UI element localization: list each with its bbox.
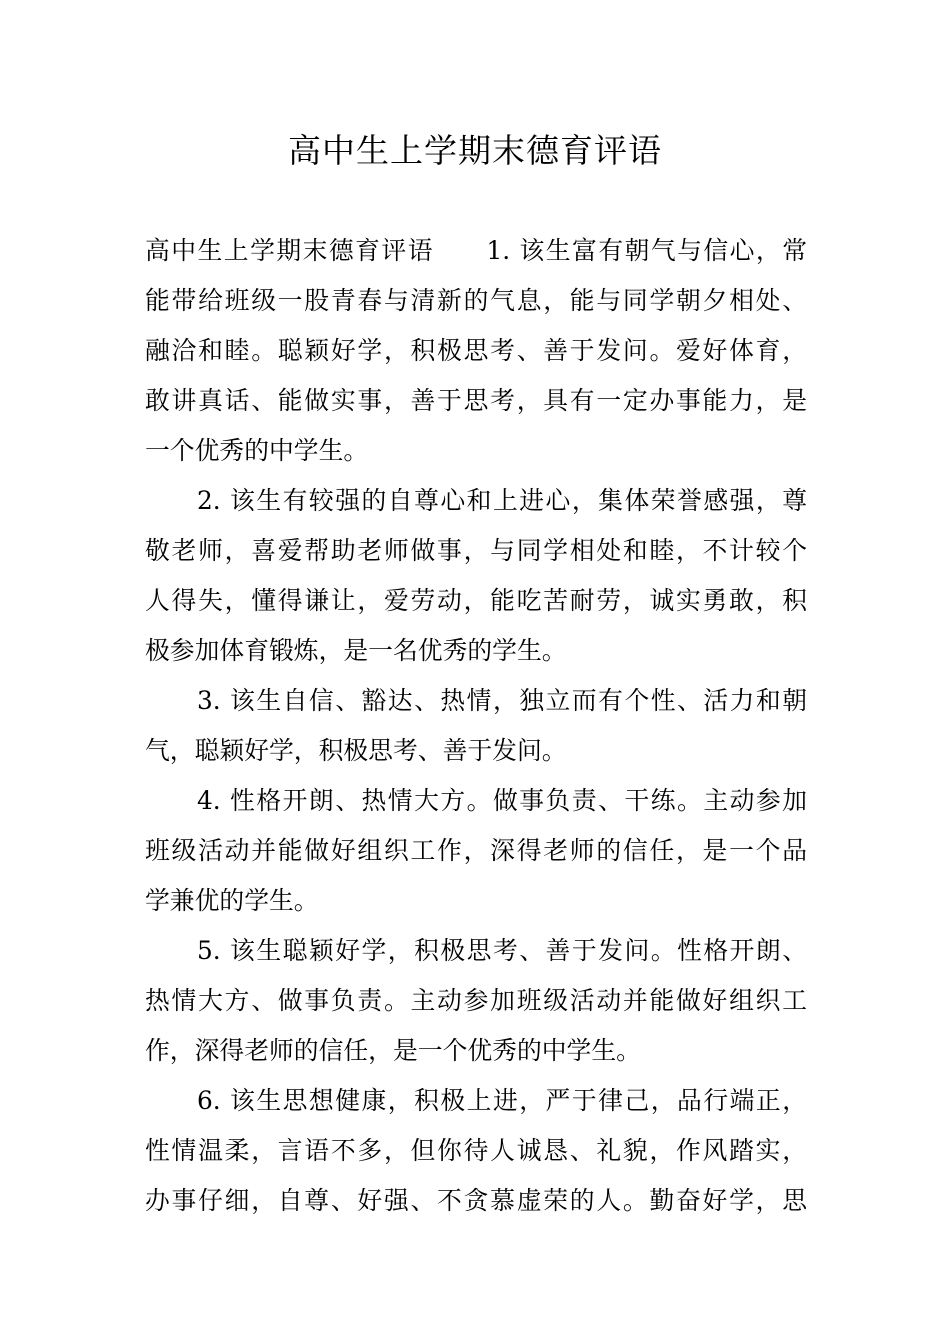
body-line: 3. 该生自信、豁达、热情，独立而有个性、活力和朝: [197, 686, 807, 715]
body-line: 人得失，懂得谦让，爱劳动，能吃苦耐劳，诚实勇敢，积: [145, 586, 807, 615]
document-body: [145, 226, 807, 1226]
body-line: 气，聪颖好学，积极思考、善于发问。: [145, 736, 567, 765]
body-line: 性情温柔，言语不多，但你待人诚恳、礼貌，作风踏实，: [145, 1136, 807, 1165]
body-line: 融洽和睦。聪颖好学，积极思考、善于发问。爱好体育，: [145, 336, 807, 365]
body-line: 高中生上学期末德育评语 1. 该生富有朝气与信心，常: [145, 236, 807, 265]
body-line: 5. 该生聪颖好学，积极思考、善于发问。性格开朗、: [197, 936, 807, 965]
body-line: 敬老师，喜爱帮助老师做事，与同学相处和睦，不计较个: [145, 536, 807, 565]
body-line: 极参加体育锻炼，是一名优秀的学生。: [145, 636, 567, 665]
body-line: 作，深得老师的信任，是一个优秀的中学生。: [145, 1036, 641, 1065]
body-line: 6. 该生思想健康，积极上进，严于律己，品行端正，: [197, 1086, 807, 1115]
body-line: 学兼优的学生。: [145, 886, 319, 915]
body-line: 能带给班级一股青春与清新的气息，能与同学朝夕相处、: [145, 286, 807, 315]
body-line: 2. 该生有较强的自尊心和上进心，集体荣誉感强，尊: [197, 486, 807, 515]
body-line: 4. 性格开朗、热情大方。做事负责、干练。主动参加: [197, 786, 807, 815]
body-line: 热情大方、做事负责。主动参加班级活动并能做好组织工: [145, 986, 807, 1015]
document-title: 高中生上学期末德育评语: [288, 131, 662, 170]
body-line: 敢讲真话、能做实事，善于思考，具有一定办事能力，是: [145, 386, 807, 415]
body-line: 班级活动并能做好组织工作，深得老师的信任，是一个品: [145, 836, 807, 865]
body-line: 一个优秀的中学生。: [145, 436, 369, 465]
body-line: 办事仔细，自尊、好强、不贪慕虚荣的人。勤奋好学，思: [145, 1186, 807, 1215]
